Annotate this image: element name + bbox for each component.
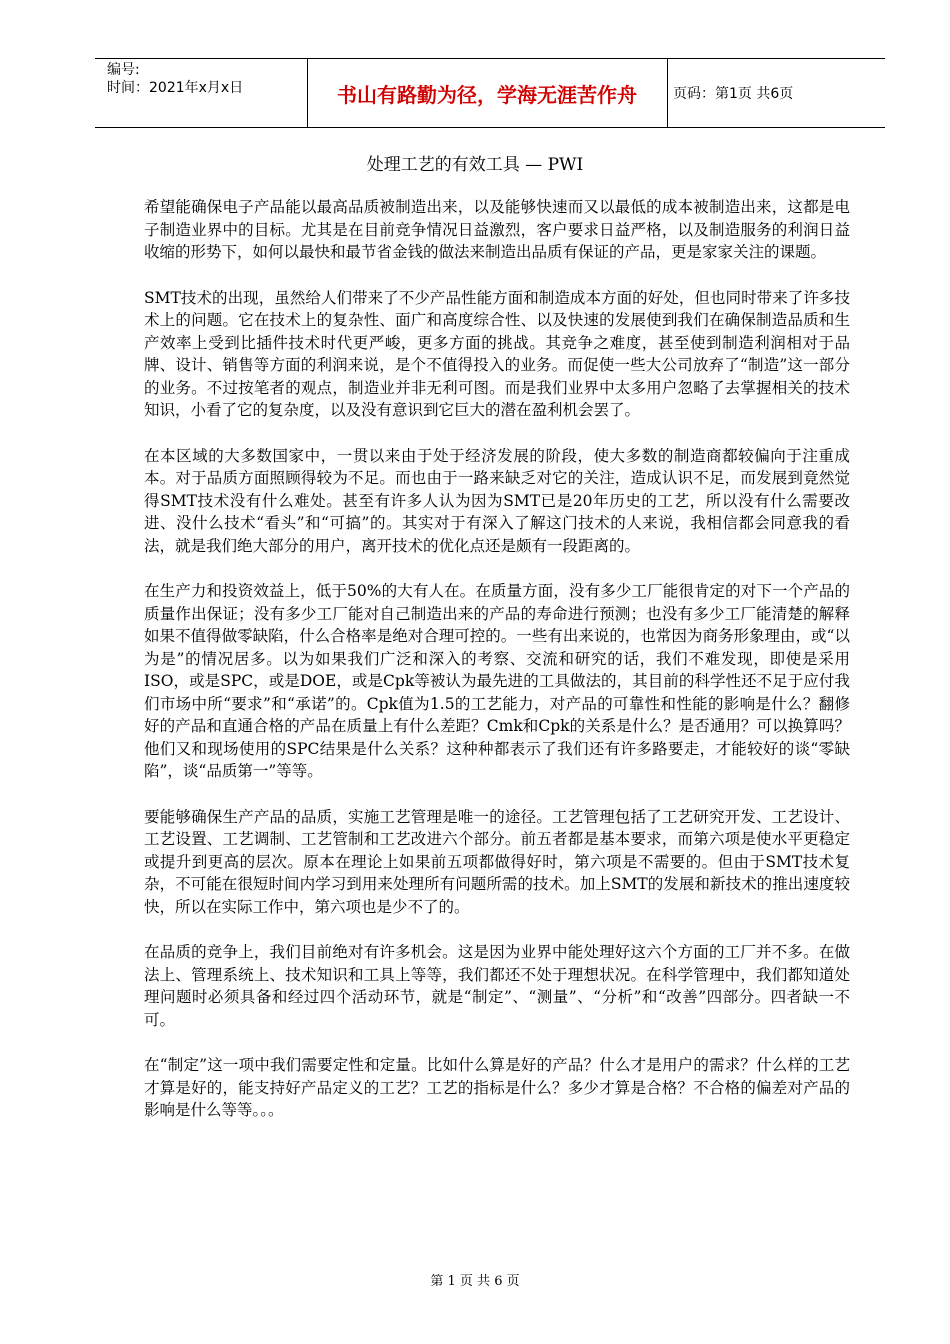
- page-footer: 第 1 页 共 6 页: [430, 1274, 520, 1289]
- document-title: 处理工艺的有效工具 — PWI: [366, 155, 584, 175]
- paragraph: 希望能确保电子产品能以最高品质被制造出来，以及能够快速而又以最低的成本被制造出来，这都是电子制造业界中的目标。尤其是在目前竞争情况日益激烈，客户要求日益严格，以及制造服务的利润日益收缩的形势下，如何以最快和最节省金钱的做法来制造出品质有保证的产品，更是家家关注的课题。: [144, 198, 850, 261]
- header-divider: [667, 59, 668, 127]
- paragraph: 在生产力和投资效益上，低于50%的大有人在。在质量方面，没有多少工厂能很肯定的对下一个产品的质量作出保证；没有多少工厂能对自己制造出来的产品的寿命进行预测；也没有多少工厂能清楚的解释如果不值得做零缺陷，什么合格率是绝对合理可控的。一些有出来说的，也常因为商务形象理由，或“以为是”的情况居多。以为如果我们广泛和深入的考察、交流和研究的话，我们不难发现，即使是采用ISO，或是SPC，或是DOE，或是Cpk等被认为最先进的工具做法的，其目前的科学性还不足于应付我们市场中所“要求”和“承诺”的。Cpk值为1.5的工艺能力，对产品的可靠性和性能的影响是什么？翻修好的产品和直通合格的产品在质量上有什么差距？Cmk和Cpk的关系是什么？是否通用？可以换算吗？他们又和现场使用的SPC结果是什么关系？这种种都表示了我们还有许多路要走，才能较好的谈“零缺陷”，谈“品质第一”等等。: [144, 582, 850, 780]
- paragraph: SMT技术的出现，虽然给人们带来了不少产品性能方面和制造成本方面的好处，但也同时带来了许多技术上的问题。它在技术上的复杂性、面广和高度综合性、以及快速的发展使到我们在确保制造品质和生产效率上受到比插件技术时代更严峻，更多方面的挑战。其竞争之难度，甚至使到制造利润相对于品牌、设计、销售等方面的利润来说，是个不值得投入的业务。而促使一些大公司放弃了“制造”这一部分的业务。不过按笔者的观点，制造业并非无利可图。而是我们业界中太多用户忽略了去掌握相关的技术知识，小看了它的复杂度，以及没有意识到它巨大的潜在盈利机会罢了。: [144, 288, 850, 419]
- header-page-info: 页码：第1页 共6页: [673, 86, 794, 102]
- page-header: [95, 58, 885, 128]
- paragraph: 在本区域的大多数国家中，一贯以来由于处于经济发展的阶段，使大多数的制造商都较偏向于注重成本。对于品质方面照顾得较为不足。而也由于一路来缺乏对它的关注，造成认识不足，而发展到竟然觉得SMT技术没有什么难处。甚至有许多人认为因为SMT已是20年历史的工艺，所以没有什么需要改进、没什么技术“看头”和“可搞”的。其实对于有深入了解这门技术的人来说，我相信都会同意我的看法，就是我们绝大部分的用户，离开技术的优化点还是颇有一段距离的。: [144, 446, 850, 555]
- document-body: [144, 196, 850, 1145]
- paragraph: 在品质的竞争上，我们目前绝对有许多机会。这是因为业界中能处理好这六个方面的工厂并不多。在做法上、管理系统上、技术知识和工具上等等，我们都还不处于理想状况。在科学管理中，我们都知道处理问题时必须具备和经过四个活动环节，就是“制定”、“测量”、“分析”和“改善”四部分。四者缺一不可。: [144, 943, 850, 1029]
- time-label: 时间：2021年x月x日: [107, 80, 244, 96]
- header-motto: 书山有路勤为径，学海无涯苦作舟: [337, 82, 637, 107]
- header-meta: [95, 59, 305, 127]
- paragraph: 在“制定”这一项中我们需要定性和定量。比如什么算是好的产品？什么才是用户的需求？什么样的工艺才算是好的，能支持好产品定义的工艺？工艺的指标是什么？多少才算是合格？不合格的偏差对产品的影响是什么等等。。。: [144, 1056, 850, 1119]
- number-label: 编号:: [107, 62, 140, 78]
- paragraph: 要能够确保生产产品的品质，实施工艺管理是唯一的途径。工艺管理包括了工艺研究开发、工艺设计、工艺设置、工艺调制、工艺管制和工艺改进六个部分。前五者都是基本要求，而第六项是使水平更稳定或提升到更高的层次。原本在理论上如果前五项都做得好时，第六项是不需要的。但由于SMT技术复杂，不可能在很短时间内学习到用来处理所有问题所需的技术。加上SMT的发展和新技术的推出速度较快，所以在实际工作中，第六项也是少不了的。: [144, 807, 850, 916]
